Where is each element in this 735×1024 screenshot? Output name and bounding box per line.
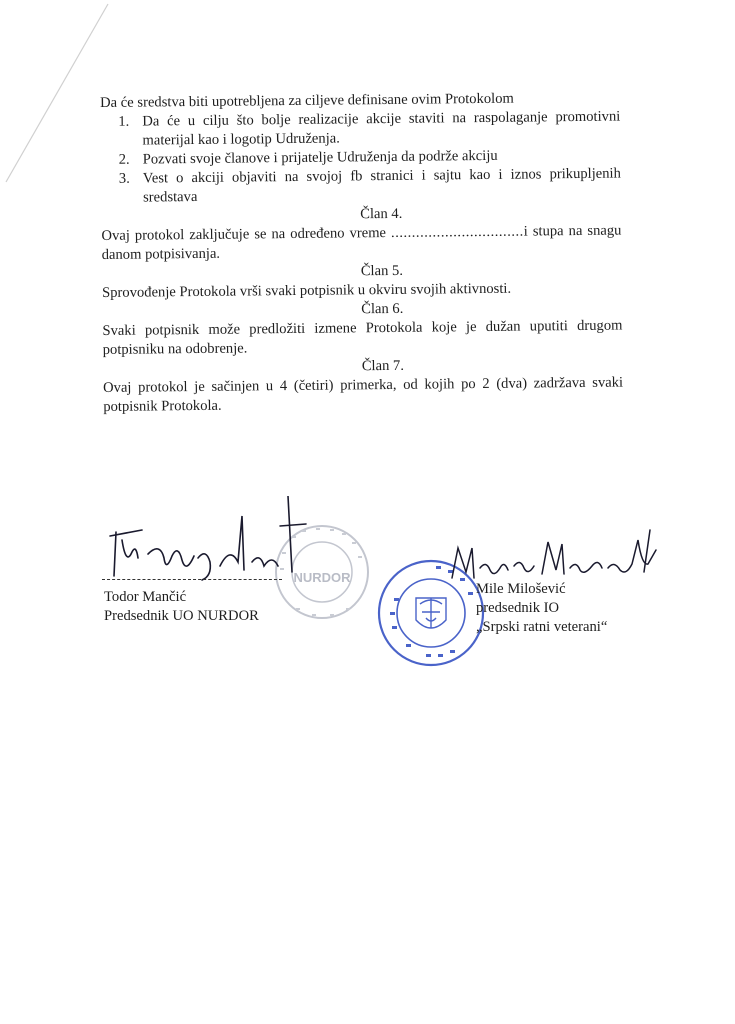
obligations-list [100, 108, 621, 208]
article-6-text: Svaki potpisnik može predložiti izmene Protokola koje je dužan uputiti drugom potpisniku na odobrenje. [102, 317, 623, 358]
article-5-text: Sprovođenje Protokola vrši svaki potpisnik u okviru svojih aktivnosti. [102, 280, 512, 301]
left-signatory [104, 588, 259, 626]
left-signature [102, 496, 312, 586]
article-5-heading: Član 5. [360, 262, 404, 280]
protocol-body [100, 89, 623, 417]
item-text: Pozvati svoje članove i prijatelje Udruženja da podrže akciju [142, 147, 498, 168]
item-number: 1. [118, 113, 130, 130]
item-text: Da će u cilju što bolje realizacije akcije staviti na raspolaganje promotivni materijal kao i logotip Udruženja. [142, 108, 621, 149]
right-signatory [476, 580, 607, 637]
article-4-heading: Član 4. [360, 205, 403, 223]
left-signature-line [102, 579, 282, 580]
intro-line: Da će sredstva biti upotrebljena za ciljeve definisane ovim Protokolom [100, 90, 514, 111]
article-4-text: Ovaj protokol zaključuje se na određeno vreme ................................i stupa na snagu danom potpisivanja. [101, 222, 622, 263]
article-7-heading: Član 7. [361, 357, 405, 375]
article-6-heading: Član 6. [361, 300, 404, 318]
stamp-center-text: NURDOR [293, 570, 351, 585]
item-number: 3. [118, 170, 130, 187]
list-item [100, 108, 620, 151]
right-signatory-org: „Srpski ratni veterani“ [476, 619, 608, 635]
right-signatory-title: predsednik IO [476, 600, 560, 616]
blank-dotted-field: ................................ [390, 223, 524, 241]
left-signatory-title: Predsednik UO NURDOR [104, 608, 259, 624]
item-text: Vest o akciji objaviti na svojoj fb stranici i sajtu kao i iznos prikupljenih sredstava [142, 165, 621, 206]
left-signatory-name: Todor Mančić [104, 589, 187, 605]
right-signatory-name: Mile Milošević [476, 581, 566, 597]
item-number: 2. [118, 151, 130, 168]
list-item [101, 165, 621, 208]
article-7-text: Ovaj protokol je sačinjen u 4 (četiri) primerka, od kojih po 2 (dva) zadržava svaki potpisnik Protokola. [102, 374, 624, 415]
